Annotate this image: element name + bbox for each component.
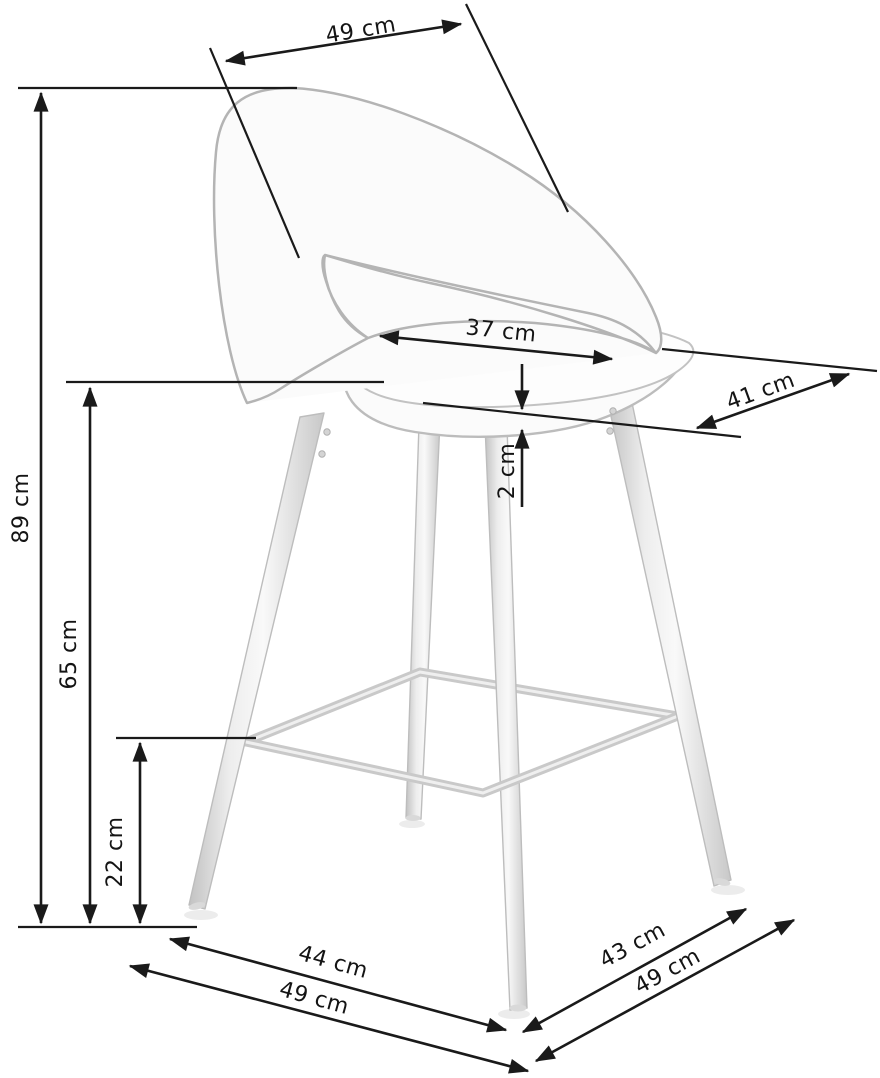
dim-label-base-front-inner: 44 cm (295, 940, 371, 985)
dim-label-footrest-height: 22 cm (103, 816, 128, 888)
dim-label-total-height: 89 cm (9, 472, 34, 544)
dim-label-base-side-outer: 49 cm (630, 943, 705, 1000)
dim-base-side-inner (523, 909, 746, 1032)
stool-art (184, 88, 745, 1019)
stool-leg-front-right (607, 393, 731, 886)
ext-depth-top (662, 349, 877, 371)
dim-label-seat-width: 37 cm (464, 315, 538, 348)
dim-label-base-side-inner: 43 cm (595, 917, 670, 974)
stool-backrest (214, 88, 661, 403)
stool-leg-back-left (406, 422, 440, 819)
footrest-ring-far (246, 672, 678, 742)
stool-leg-back-right (485, 425, 527, 1010)
footrest-ring-near (246, 716, 678, 793)
dim-label-seat-thickness: 2 cm (495, 442, 520, 500)
dim-label-base-front-outer: 49 cm (276, 976, 352, 1021)
stool-leg-front-left (189, 413, 324, 909)
dim-label-backrest-width: 49 cm (323, 12, 399, 49)
dim-label-seat-depth: 41 cm (723, 367, 799, 416)
dim-label-seat-height: 65 cm (57, 618, 82, 690)
